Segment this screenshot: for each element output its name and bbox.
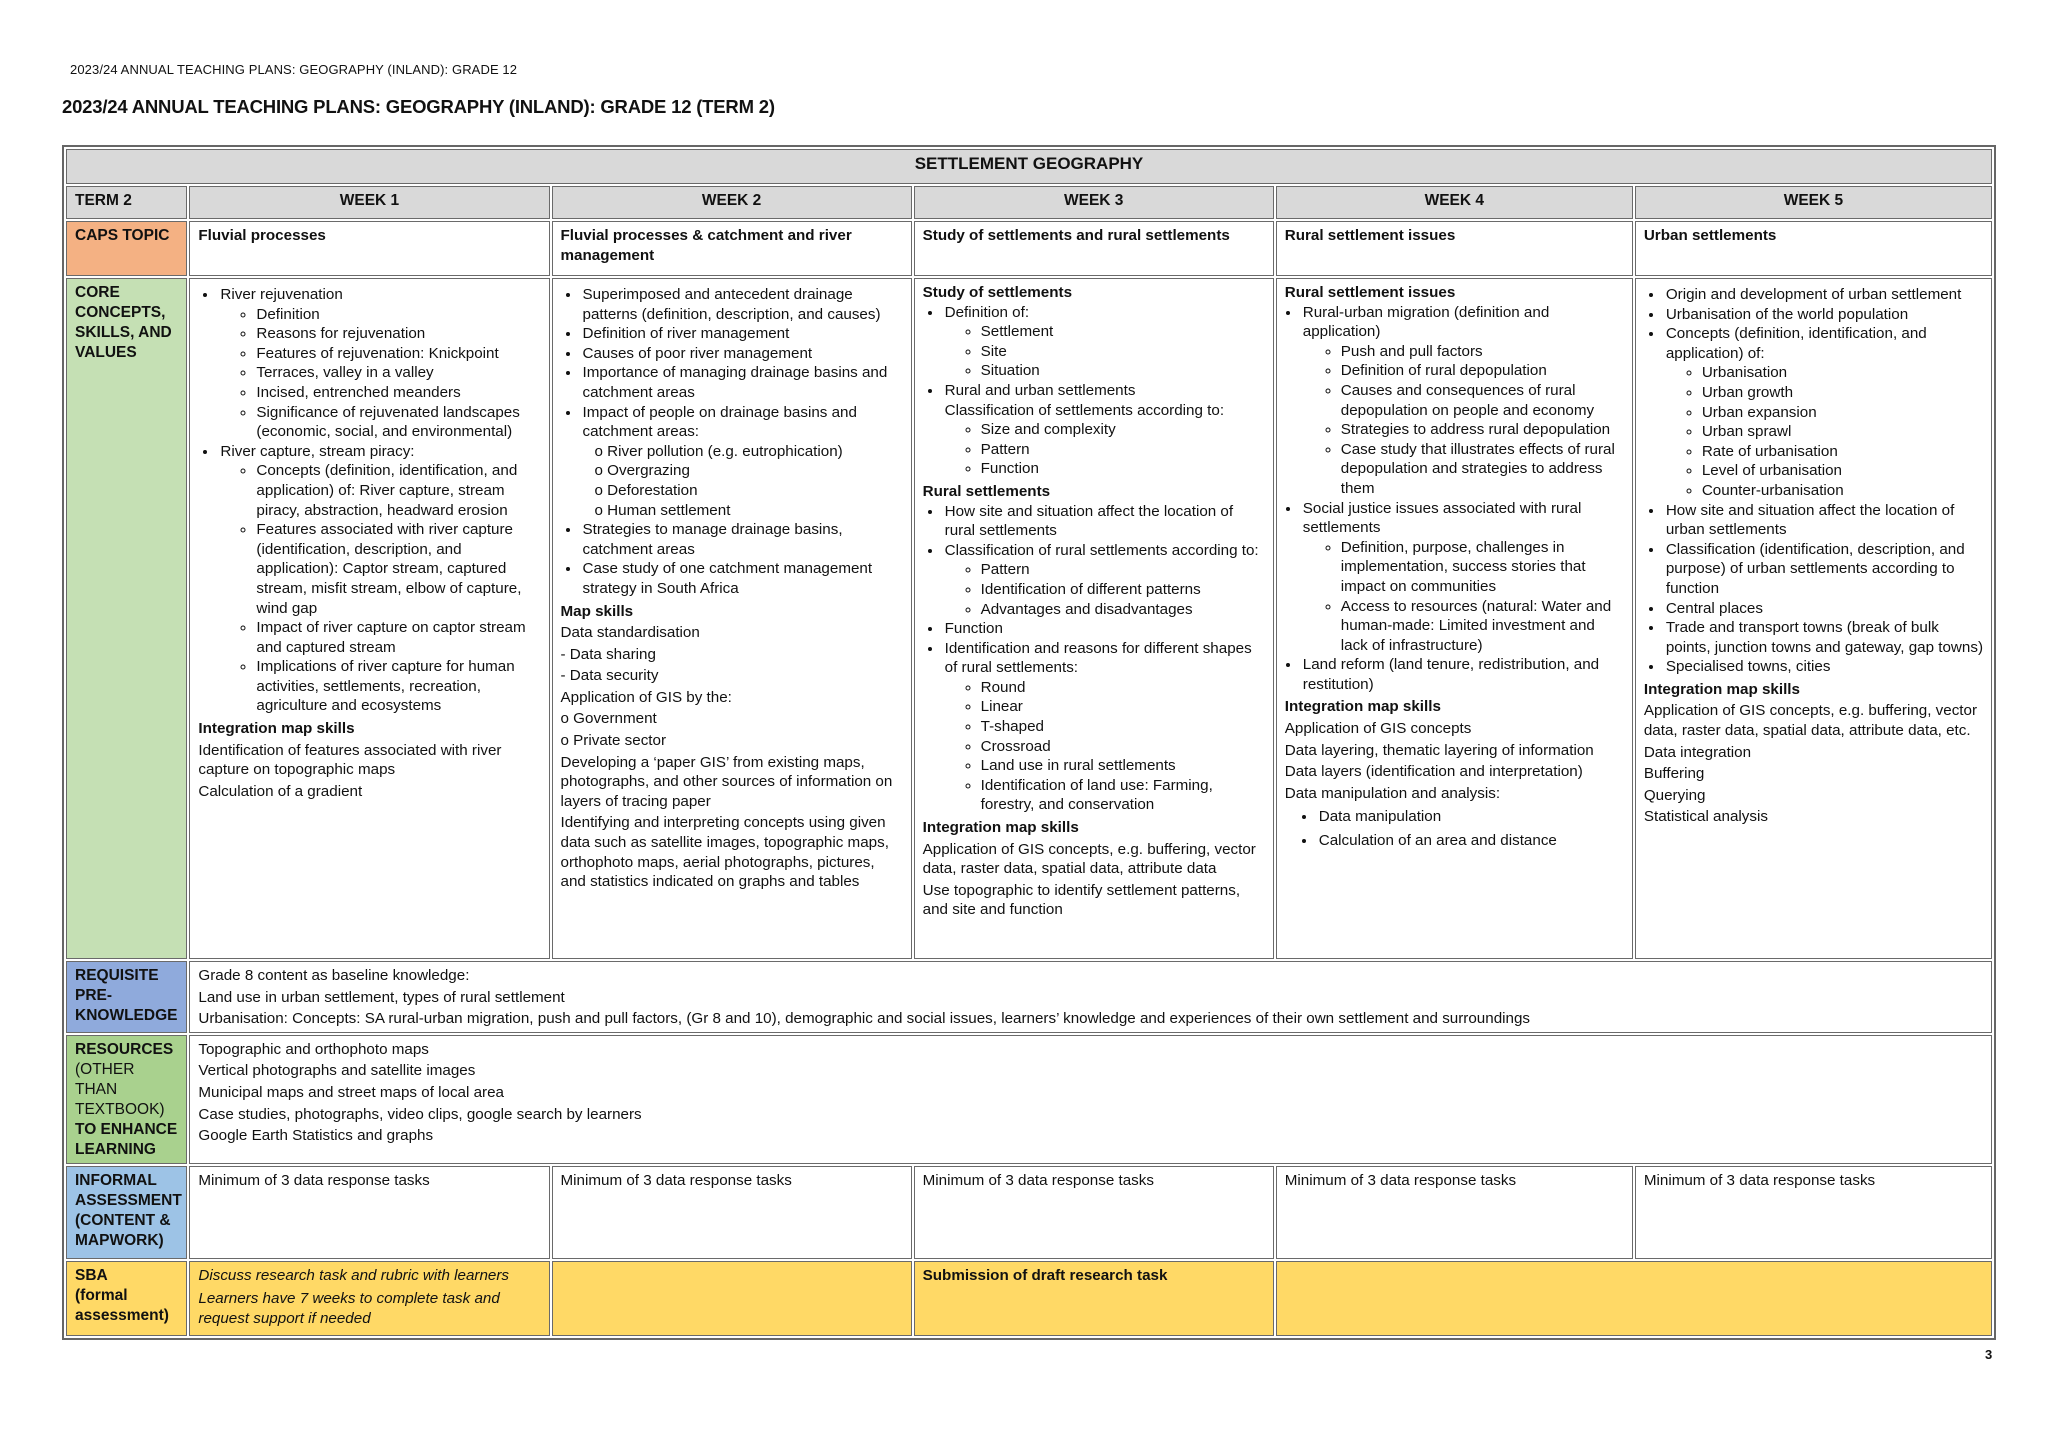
- caps-topic-row: [66, 221, 1992, 276]
- map-skills-heading: Integration map skills: [198, 720, 355, 738]
- list-item: • Identification and reasons for different shapes of rural settlements: ◦ Round ◦ Linear ◦ T-shaped ◦ Crossroad ◦ Land use in rural settlements ◦ Identification of land use: Farming, forestry, and conservation: [943, 639, 1265, 815]
- week-header-row: [66, 186, 1992, 219]
- list-item: ◦ Pattern: [981, 560, 1265, 580]
- list-item: • Function: [943, 619, 1265, 639]
- list-item: ◦ Situation: [981, 361, 1265, 381]
- informal-week-2: Minimum of 3 data response tasks: [552, 1166, 912, 1259]
- map-skill-line: Data integration: [1643, 743, 1752, 761]
- list-item: • Classification (identification, description, and purpose) of urban settlements according to function: [1664, 540, 1983, 599]
- list-item: ◦ Crossroad: [981, 737, 1265, 757]
- sba-week-3: [914, 1261, 1274, 1336]
- core-week-4: [1276, 278, 1633, 959]
- list-item: • Definition of: ◦ Settlement ◦ Site ◦ Situation: [943, 303, 1265, 381]
- map-skills-heading: Integration map skills: [1643, 680, 1800, 698]
- requisite-line: Urbanisation: Concepts: SA rural-urban migration, push and pull factors, (Gr 8 and 10), demographic and social issues, learners’ knowledge and experiences of their own settlement and surroundings: [198, 1010, 1530, 1028]
- list-item: ◦ Case study that illustrates effects of rural depopulation and strategies to address them: [1341, 440, 1624, 499]
- list-item: ◦ Counter-urbanisation: [1702, 481, 1983, 501]
- list-item: ◦ Identification of different patterns: [981, 580, 1265, 600]
- list-item: • Trade and transport towns (break of bulk points, junction towns and gateway, gap towns): [1664, 618, 1983, 657]
- map-skill-line: Data manipulation and analysis:: [1284, 784, 1501, 802]
- list-item: • Impact of people on drainage basins and catchment areas: o River pollution (e.g. eutrophication) o Overgrazing o Deforestation o Human settlement: [581, 403, 903, 521]
- page-number: 3: [1985, 1347, 1993, 1362]
- map-skill-line: Application of GIS concepts: [1284, 720, 1472, 738]
- week-1-header: WEEK 1: [189, 186, 549, 219]
- sba-label-line: SBA: [75, 1266, 108, 1284]
- list-item: • Concepts (definition, identification, and application) of: ◦ Urbanisation ◦ Urban growth ◦ Urban expansion ◦ Urban sprawl ◦ Rate of urbanisation ◦ Level of urbanisation ◦ Counter-urbanisation: [1664, 324, 1983, 500]
- map-skill-line: Application of GIS concepts, e.g. buffering, vector data, raster data, spatial data, attribute data: [922, 840, 1256, 878]
- topic-week-3: Study of settlements and rural settlements: [914, 221, 1274, 276]
- requisite-content: [189, 961, 1992, 1033]
- list-item: o Overgrazing: [594, 462, 690, 480]
- core-week-2: [552, 278, 912, 959]
- week-4-header: WEEK 4: [1276, 186, 1633, 219]
- map-skill-line: o Private sector: [560, 732, 667, 750]
- resource-line: Municipal maps and street maps of local area: [198, 1083, 504, 1101]
- list-item: ◦ Level of urbanisation: [1702, 461, 1983, 481]
- running-header: 2023/24 ANNUAL TEACHING PLANS: GEOGRAPHY (INLAND): GRADE 12: [70, 62, 518, 77]
- map-skill-line: Querying: [1643, 786, 1706, 804]
- sba-week-1: [189, 1261, 549, 1336]
- resources-label: [66, 1035, 187, 1164]
- term-label: TERM 2: [66, 186, 187, 219]
- informal-week-4: Minimum of 3 data response tasks: [1276, 1166, 1633, 1259]
- sba-label: [66, 1261, 187, 1336]
- map-skill-line: - Data security: [560, 667, 659, 685]
- list-item-text: Classification of settlements according to:: [944, 401, 1225, 419]
- sba-note: Learners have 7 weeks to complete task and request support if needed: [198, 1290, 500, 1327]
- section-heading: Rural settlements: [922, 482, 1051, 500]
- list-item: • How site and situation affect the location of rural settlements: [943, 502, 1265, 541]
- sba-label-line: (formal assessment): [75, 1286, 169, 1324]
- map-skill-line: Identification of features associated with river capture on topographic maps: [198, 741, 502, 779]
- requisite-line: Grade 8 content as baseline knowledge:: [198, 967, 470, 984]
- sba-week-2: [552, 1261, 912, 1336]
- list-item: ◦ T-shaped: [981, 717, 1265, 737]
- core-week-5: [1635, 278, 1992, 959]
- section-heading: Study of settlements: [922, 284, 1073, 301]
- requisite-row: [66, 961, 1992, 1033]
- list-item: ◦ Push and pull factors: [1341, 342, 1624, 362]
- list-item: o River pollution (e.g. eutrophication): [594, 442, 843, 460]
- sba-row: [66, 1261, 1992, 1336]
- sba-submission: Submission of draft research task: [922, 1266, 1168, 1284]
- list-item: ◦ Function: [981, 459, 1265, 479]
- list-item: ◦ Implications of river capture for human activities, settlements, recreation, agriculture and ecosystems: [256, 657, 540, 716]
- list-item: • How site and situation affect the location of urban settlements: [1664, 501, 1983, 540]
- map-skill-line: Data layering, thematic layering of information: [1284, 741, 1594, 759]
- list-item: • Calculation of an area and distance: [1317, 831, 1624, 851]
- resource-line: Topographic and orthophoto maps: [198, 1040, 429, 1058]
- map-skill-line: Use topographic to identify settlement patterns, and site and function: [922, 881, 1241, 919]
- requisite-label: REQUISITE PRE-KNOWLEDGE: [66, 961, 187, 1033]
- map-skill-line: Buffering: [1643, 765, 1705, 783]
- topic-week-1: Fluvial processes: [189, 221, 549, 276]
- list-item: o Deforestation: [594, 481, 698, 499]
- list-item: • Origin and development of urban settlement: [1664, 285, 1983, 305]
- list-item: • Data manipulation: [1317, 807, 1624, 827]
- teaching-plan-table: [62, 145, 1996, 1340]
- list-item: ◦ Significance of rejuvenated landscapes (economic, social, and environmental): [256, 403, 540, 442]
- list-item: ◦ Rate of urbanisation: [1702, 442, 1983, 462]
- core-concepts-row: [66, 278, 1992, 959]
- list-item: ◦ Concepts (definition, identification, and application) of: River capture, stream piracy, abstraction, headward erosion: [256, 461, 540, 520]
- week-5-header: WEEK 5: [1635, 186, 1992, 219]
- list-item: • Rural-urban migration (definition and application) ◦ Push and pull factors ◦ Definition of rural depopulation ◦ Causes and consequences of rural depopulation on people and economy ◦ Strategies to address rural depopulation ◦ Case study that illustrates effects of rural depopulation and strategies to address them: [1301, 303, 1624, 499]
- informal-week-3: Minimum of 3 data response tasks: [914, 1166, 1274, 1259]
- list-item: • Causes of poor river management: [581, 344, 903, 364]
- list-item: ◦ Definition of rural depopulation: [1341, 361, 1624, 381]
- caps-topic-label: CAPS TOPIC: [66, 221, 187, 276]
- list-item: • Strategies to manage drainage basins, catchment areas: [581, 520, 903, 559]
- informal-assessment-row: [66, 1166, 1992, 1259]
- list-item: ◦ Impact of river capture on captor stream and captured stream: [256, 618, 540, 657]
- list-item: • Rural and urban settlements Classification of settlements according to: ◦ Size and complexity ◦ Pattern ◦ Function: [943, 381, 1265, 479]
- list-item: ◦ Linear: [981, 697, 1265, 717]
- sba-note: Discuss research task and rubric with learners: [198, 1266, 510, 1284]
- list-item: o Human settlement: [594, 501, 731, 519]
- resources-row: [66, 1035, 1992, 1164]
- list-item: ◦ Urbanisation: [1702, 363, 1983, 383]
- informal-week-1: Minimum of 3 data response tasks: [189, 1166, 549, 1259]
- list-item: ◦ Round: [981, 678, 1265, 698]
- list-item: • Importance of managing drainage basins and catchment areas: [581, 363, 903, 402]
- list-item: ◦ Incised, entrenched meanders: [256, 383, 540, 403]
- list-item: ◦ Urban sprawl: [1702, 422, 1983, 442]
- list-item: ◦ Pattern: [981, 440, 1265, 460]
- list-item: ◦ Urban growth: [1702, 383, 1983, 403]
- topic-week-5: Urban settlements: [1635, 221, 1992, 276]
- map-skill-line: Data layers (identification and interpretation): [1284, 763, 1583, 781]
- resource-line: Vertical photographs and satellite images: [198, 1062, 476, 1080]
- requisite-line: Land use in urban settlement, types of rural settlement: [198, 988, 565, 1006]
- list-item: ◦ Reasons for rejuvenation: [256, 324, 540, 344]
- map-skills-heading: Integration map skills: [1284, 698, 1441, 716]
- map-skill-line: Developing a ‘paper GIS’ from existing maps, photographs, and other sources of information on layers of tracing paper: [560, 753, 893, 810]
- map-skill-line: Calculation of a gradient: [198, 782, 363, 800]
- core-week-3: [914, 278, 1274, 959]
- list-item: ◦ Features associated with river capture (identification, description, and application): Captor stream, captured stream, misfit stream, elbow of capture, wind gap: [256, 520, 540, 618]
- map-skills-heading: Map skills: [560, 602, 634, 620]
- banner-row: [66, 149, 1992, 184]
- list-item: • Land reform (land tenure, redistribution, and restitution): [1301, 655, 1624, 694]
- list-item: • Social justice issues associated with rural settlements ◦ Definition, purpose, challenges in implementation, success stories that impact on communities ◦ Access to resources (natural: Water and human-made: Limited investment and lack of infrastructure): [1301, 499, 1624, 656]
- map-skill-line: Application of GIS concepts, e.g. buffering, vector data, raster data, spatial data, attribute data, etc.: [1643, 702, 1978, 740]
- sba-week-4-5: [1276, 1261, 1992, 1336]
- resources-label-line: TO ENHANCE LEARNING: [75, 1120, 178, 1158]
- map-skill-line: o Government: [560, 710, 657, 728]
- resource-line: Google Earth Statistics and graphs: [198, 1127, 434, 1145]
- core-concepts-label: CORE CONCEPTS, SKILLS, AND VALUES: [66, 278, 187, 959]
- map-skill-line: Application of GIS by the:: [560, 688, 732, 706]
- informal-week-5: Minimum of 3 data response tasks: [1635, 1166, 1992, 1259]
- list-item: ◦ Strategies to address rural depopulation: [1341, 420, 1624, 440]
- map-skill-line: Statistical analysis: [1643, 808, 1768, 826]
- section-heading: Rural settlement issues: [1284, 284, 1456, 301]
- list-item: ◦ Access to resources (natural: Water and human-made: Limited investment and lack of infrastructure): [1341, 597, 1624, 656]
- list-item: ◦ Identification of land use: Farming, forestry, and conservation: [981, 776, 1265, 815]
- list-item: ◦ Settlement: [981, 322, 1265, 342]
- list-item: ◦ Terraces, valley in a valley: [256, 363, 540, 383]
- list-item: • Urbanisation of the world population: [1664, 305, 1983, 325]
- list-item: • Classification of rural settlements according to: ◦ Pattern ◦ Identification of different patterns ◦ Advantages and disadvantages: [943, 541, 1265, 619]
- map-skill-line: - Data sharing: [560, 645, 656, 663]
- list-item: • Central places: [1664, 599, 1983, 619]
- list-item: ◦ Causes and consequences of rural depopulation on people and economy: [1341, 381, 1624, 420]
- topic-week-4: Rural settlement issues: [1276, 221, 1633, 276]
- list-item: • River rejuvenation ◦ Definition ◦ Reasons for rejuvenation ◦ Features of rejuvenation: Knickpoint ◦ Terraces, valley in a valley ◦ Incised, entrenched meanders ◦ Significance of rejuvenated landscapes (economic, social, and environmental): [218, 285, 540, 442]
- list-item: ◦ Size and complexity: [981, 420, 1265, 440]
- informal-assessment-label: INFORMAL ASSESSMENT (CONTENT & MAPWORK): [66, 1166, 187, 1259]
- map-skills-heading: Integration map skills: [922, 819, 1079, 837]
- week-2-header: WEEK 2: [552, 186, 912, 219]
- list-item: ◦ Definition: [256, 305, 540, 325]
- core-week-1: [189, 278, 549, 959]
- topic-week-2: Fluvial processes & catchment and river management: [552, 221, 912, 276]
- list-item: • Case study of one catchment management strategy in South Africa: [581, 559, 903, 598]
- list-item: ◦ Definition, purpose, challenges in implementation, success stories that impact on communities: [1341, 538, 1624, 597]
- list-item: ◦ Features of rejuvenation: Knickpoint: [256, 344, 540, 364]
- resources-label-line: RESOURCES: [75, 1040, 174, 1058]
- resources-content: [189, 1035, 1992, 1164]
- resources-label-line: (OTHER THAN TEXTBOOK): [75, 1060, 165, 1118]
- week-3-header: WEEK 3: [914, 186, 1274, 219]
- map-skill-line: Identifying and interpreting concepts using given data such as satellite images, topographic maps, orthophoto maps, aerial photographs, pictures, and statistics indicated on graphs and tables: [560, 814, 889, 891]
- map-skill-line: Data standardisation: [560, 624, 700, 642]
- list-item: • Superimposed and antecedent drainage patterns (definition, description, and causes): [581, 285, 903, 324]
- list-item: ◦ Site: [981, 342, 1265, 362]
- list-item: ◦ Urban expansion: [1702, 403, 1983, 423]
- list-item: • River capture, stream piracy: ◦ Concepts (definition, identification, and application) of: River capture, stream piracy, abstraction, headward erosion ◦ Features associated with river capture (identification, description, and application): Captor stream, captured stream, misfit stream, elbow of capture, wind gap ◦ Impact of river capture on captor stream and captured stream ◦ Implications of river capture for human activities, settlements, recreation, agriculture and ecosystems: [218, 442, 540, 716]
- list-item: ◦ Land use in rural settlements: [981, 756, 1265, 776]
- resource-line: Case studies, photographs, video clips, google search by learners: [198, 1105, 642, 1123]
- document-title: 2023/24 ANNUAL TEACHING PLANS: GEOGRAPHY (INLAND): GRADE 12 (TERM 2): [62, 96, 775, 117]
- section-banner: SETTLEMENT GEOGRAPHY: [66, 149, 1992, 184]
- list-item: ◦ Advantages and disadvantages: [981, 600, 1265, 620]
- list-item: • Definition of river management: [581, 324, 903, 344]
- list-item: • Specialised towns, cities: [1664, 657, 1983, 677]
